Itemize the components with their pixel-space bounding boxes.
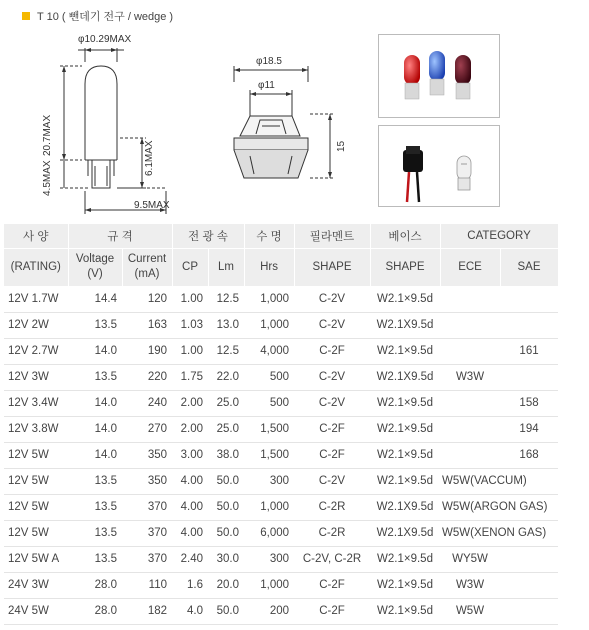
subheader-lm: Lm [208, 248, 244, 286]
cell-cp: 1.6 [172, 572, 208, 598]
cell-sae [500, 572, 558, 598]
header-spec: 규 격 [68, 224, 172, 248]
table-row [4, 520, 558, 546]
table-row [4, 598, 558, 624]
cell-sae: 194 [500, 416, 558, 442]
cell-rating: 12V 5W [4, 468, 68, 494]
cell-rating: 12V 2W [4, 312, 68, 338]
dim-label-inner-diameter: φ11 [258, 80, 275, 91]
cell-ece: W5W(XENON GAS) [440, 520, 500, 546]
table-row [4, 546, 558, 572]
cell-current: 110 [122, 572, 172, 598]
cell-voltage: 14.0 [68, 442, 122, 468]
table-header-row-1 [4, 224, 558, 248]
cell-lm: 13.0 [208, 312, 244, 338]
cell-hrs: 500 [244, 364, 294, 390]
cell-voltage: 13.5 [68, 546, 122, 572]
subheader-cp: CP [172, 248, 208, 286]
cell-hrs: 200 [244, 598, 294, 624]
cell-current: 370 [122, 520, 172, 546]
cell-rating: 12V 5W [4, 442, 68, 468]
subheader-voltage: Voltage (V) [68, 248, 122, 286]
cell-current: 270 [122, 416, 172, 442]
cell-lm: 25.0 [208, 390, 244, 416]
cell-ece: W5W(ARGON GAS) [440, 494, 500, 520]
cell-sae [500, 286, 558, 312]
bulb-glass-outline [85, 66, 117, 160]
black-socket [403, 146, 423, 202]
dim-label-height: 20.7MAX [42, 114, 53, 156]
cell-hrs: 1,000 [244, 572, 294, 598]
cell-filament-shape: C-2V [294, 364, 370, 390]
cell-filament-shape: C-2V [294, 468, 370, 494]
table-row [4, 494, 558, 520]
cell-ece [440, 312, 500, 338]
cell-base-shape: W2.1×9.5d [370, 572, 440, 598]
socket-dimension-drawing [200, 26, 370, 222]
cell-base-shape: W2.1×9.5d [370, 442, 440, 468]
cell-rating: 12V 1.7W [4, 286, 68, 312]
spec-table [4, 224, 559, 625]
subheader-hrs: Hrs [244, 248, 294, 286]
dim-label-base-height: 6.1MAX [144, 140, 155, 176]
subheader-filament-shape: SHAPE [294, 248, 370, 286]
cell-cp: 2.40 [172, 546, 208, 572]
cell-hrs: 500 [244, 390, 294, 416]
cell-filament-shape: C-2V [294, 286, 370, 312]
cell-lm: 12.5 [208, 286, 244, 312]
cell-ece [440, 286, 500, 312]
subheader-sae: SAE [500, 248, 558, 286]
cell-rating: 12V 5W [4, 520, 68, 546]
cell-current: 370 [122, 546, 172, 572]
cell-current: 220 [122, 364, 172, 390]
blue-bulb [429, 51, 445, 95]
table-row [4, 364, 558, 390]
cell-rating: 12V 3W [4, 364, 68, 390]
cell-voltage: 13.5 [68, 364, 122, 390]
cell-hrs: 1,000 [244, 494, 294, 520]
cell-rating: 12V 3.4W [4, 390, 68, 416]
cell-ece [440, 338, 500, 364]
bullet-icon [22, 12, 30, 20]
table-row [4, 286, 558, 312]
socket-bulb-image [379, 126, 499, 206]
cell-rating: 24V 3W [4, 572, 68, 598]
table-body [4, 286, 558, 624]
cell-sae [500, 364, 558, 390]
cell-base-shape: W2.1×9.5d [370, 286, 440, 312]
cell-ece [440, 390, 500, 416]
cell-lm: 50.0 [208, 494, 244, 520]
cell-current: 240 [122, 390, 172, 416]
cell-lm: 50.0 [208, 468, 244, 494]
cell-lm: 38.0 [208, 442, 244, 468]
cell-filament-shape: C-2V [294, 390, 370, 416]
cell-voltage: 13.5 [68, 312, 122, 338]
dim-label-base-width: 9.5MAX [134, 200, 170, 211]
cell-filament-shape: C-2F [294, 572, 370, 598]
cell-sae [500, 546, 558, 572]
cell-lm: 20.0 [208, 572, 244, 598]
cell-sae: 161 [500, 338, 558, 364]
cell-ece: W5W [440, 598, 500, 624]
cell-sae [500, 598, 558, 624]
table-row [4, 468, 558, 494]
photo-colored-bulbs [378, 34, 500, 118]
cell-hrs: 6,000 [244, 520, 294, 546]
cell-hrs: 300 [244, 546, 294, 572]
cell-filament-shape: C-2F [294, 442, 370, 468]
cell-cp: 1.00 [172, 338, 208, 364]
cell-base-shape: W2.1X9.5d [370, 494, 440, 520]
cell-voltage: 13.5 [68, 494, 122, 520]
cell-current: 190 [122, 338, 172, 364]
header-life: 수 명 [244, 224, 294, 248]
dim-label-offset: 4.5MAX [42, 160, 53, 196]
cell-cp: 4.00 [172, 494, 208, 520]
cell-ece: W3W [440, 364, 500, 390]
cell-cp: 3.00 [172, 442, 208, 468]
diagram-area [0, 26, 589, 222]
cell-lm: 30.0 [208, 546, 244, 572]
cell-filament-shape: C-2V [294, 312, 370, 338]
cell-base-shape: W2.1X9.5d [370, 312, 440, 338]
dark-red-bulb [455, 55, 471, 99]
cell-voltage: 14.0 [68, 338, 122, 364]
cell-hrs: 1,500 [244, 416, 294, 442]
cell-lm: 50.0 [208, 598, 244, 624]
subheader-base-shape: SHAPE [370, 248, 440, 286]
cell-filament-shape: C-2F [294, 416, 370, 442]
table-row [4, 338, 558, 364]
cell-sae [500, 312, 558, 338]
cell-hrs: 300 [244, 468, 294, 494]
cell-cp: 2.00 [172, 390, 208, 416]
cell-current: 120 [122, 286, 172, 312]
cell-filament-shape: C-2R [294, 494, 370, 520]
subheader-rating: (RATING) [4, 248, 68, 286]
cell-cp: 1.00 [172, 286, 208, 312]
cell-voltage: 13.5 [68, 468, 122, 494]
cell-base-shape: W2.1X9.5d [370, 364, 440, 390]
cell-ece: WY5W [440, 546, 500, 572]
table-row [4, 442, 558, 468]
cell-current: 370 [122, 494, 172, 520]
cell-voltage: 14.0 [68, 416, 122, 442]
cell-rating: 12V 3.8W [4, 416, 68, 442]
cell-hrs: 1,500 [244, 442, 294, 468]
cell-rating: 12V 2.7W [4, 338, 68, 364]
cell-base-shape: W2.1×9.5d [370, 390, 440, 416]
cell-filament-shape: C-2F [294, 338, 370, 364]
cell-voltage: 28.0 [68, 598, 122, 624]
cell-ece [440, 442, 500, 468]
clear-bulb [457, 156, 471, 190]
cell-current: 350 [122, 468, 172, 494]
cell-base-shape: W2.1×9.5d [370, 468, 440, 494]
cell-filament-shape: C-2R [294, 520, 370, 546]
dim-label-socket-height: 15 [336, 140, 347, 152]
table-row [4, 416, 558, 442]
cell-cp: 4.0 [172, 598, 208, 624]
cell-base-shape: W2.1X9.5d [370, 520, 440, 546]
cell-sae: 158 [500, 390, 558, 416]
cell-voltage: 28.0 [68, 572, 122, 598]
cell-cp: 4.00 [172, 468, 208, 494]
subheader-ece: ECE [440, 248, 500, 286]
cell-hrs: 4,000 [244, 338, 294, 364]
photo-socket-and-bulb [378, 125, 500, 207]
header-base: 베이스 [370, 224, 440, 248]
cell-rating: 12V 5W A [4, 546, 68, 572]
cell-cp: 1.75 [172, 364, 208, 390]
cell-hrs: 1,000 [244, 312, 294, 338]
cell-ece: W3W [440, 572, 500, 598]
subheader-current: Current (mA) [122, 248, 172, 286]
header-luminous-flux: 전 광 속 [172, 224, 244, 248]
cell-hrs: 1,000 [244, 286, 294, 312]
cell-base-shape: W2.1×9.5d [370, 416, 440, 442]
cell-rating: 12V 5W [4, 494, 68, 520]
header-filament: 필라멘트 [294, 224, 370, 248]
table-row [4, 390, 558, 416]
cell-filament-shape: C-2V, C-2R [294, 546, 370, 572]
cell-ece: W5W(VACCUM) [440, 468, 500, 494]
header-rating: 사 양 [4, 224, 68, 248]
table-row [4, 312, 558, 338]
red-bulb [404, 55, 420, 99]
dim-label-top-diameter: φ10.29MAX [78, 34, 132, 45]
cell-cp: 2.00 [172, 416, 208, 442]
cell-current: 163 [122, 312, 172, 338]
cell-ece [440, 416, 500, 442]
cell-base-shape: W2.1×9.5d [370, 598, 440, 624]
cell-base-shape: W2.1×9.5d [370, 338, 440, 364]
colored-bulbs-image [379, 35, 499, 117]
table-row [4, 572, 558, 598]
dim-label-outer-diameter: φ18.5 [256, 56, 282, 67]
cell-voltage: 13.5 [68, 520, 122, 546]
cell-voltage: 14.4 [68, 286, 122, 312]
cell-base-shape: W2.1×9.5d [370, 546, 440, 572]
cell-filament-shape: C-2F [294, 598, 370, 624]
cell-lm: 12.5 [208, 338, 244, 364]
cell-current: 350 [122, 442, 172, 468]
title-bar [22, 8, 173, 24]
header-category: CATEGORY [440, 224, 558, 248]
page-title: T 10 ( 뺀데기 전구 / wedge ) [37, 11, 174, 23]
cell-lm: 25.0 [208, 416, 244, 442]
cell-lm: 50.0 [208, 520, 244, 546]
cell-cp: 1.03 [172, 312, 208, 338]
cell-sae: 168 [500, 442, 558, 468]
table-header-row-2 [4, 248, 558, 286]
cell-lm: 22.0 [208, 364, 244, 390]
cell-current: 182 [122, 598, 172, 624]
cell-cp: 4.00 [172, 520, 208, 546]
cell-voltage: 14.0 [68, 390, 122, 416]
bulb-dimension-drawing [0, 26, 200, 222]
cell-rating: 24V 5W [4, 598, 68, 624]
